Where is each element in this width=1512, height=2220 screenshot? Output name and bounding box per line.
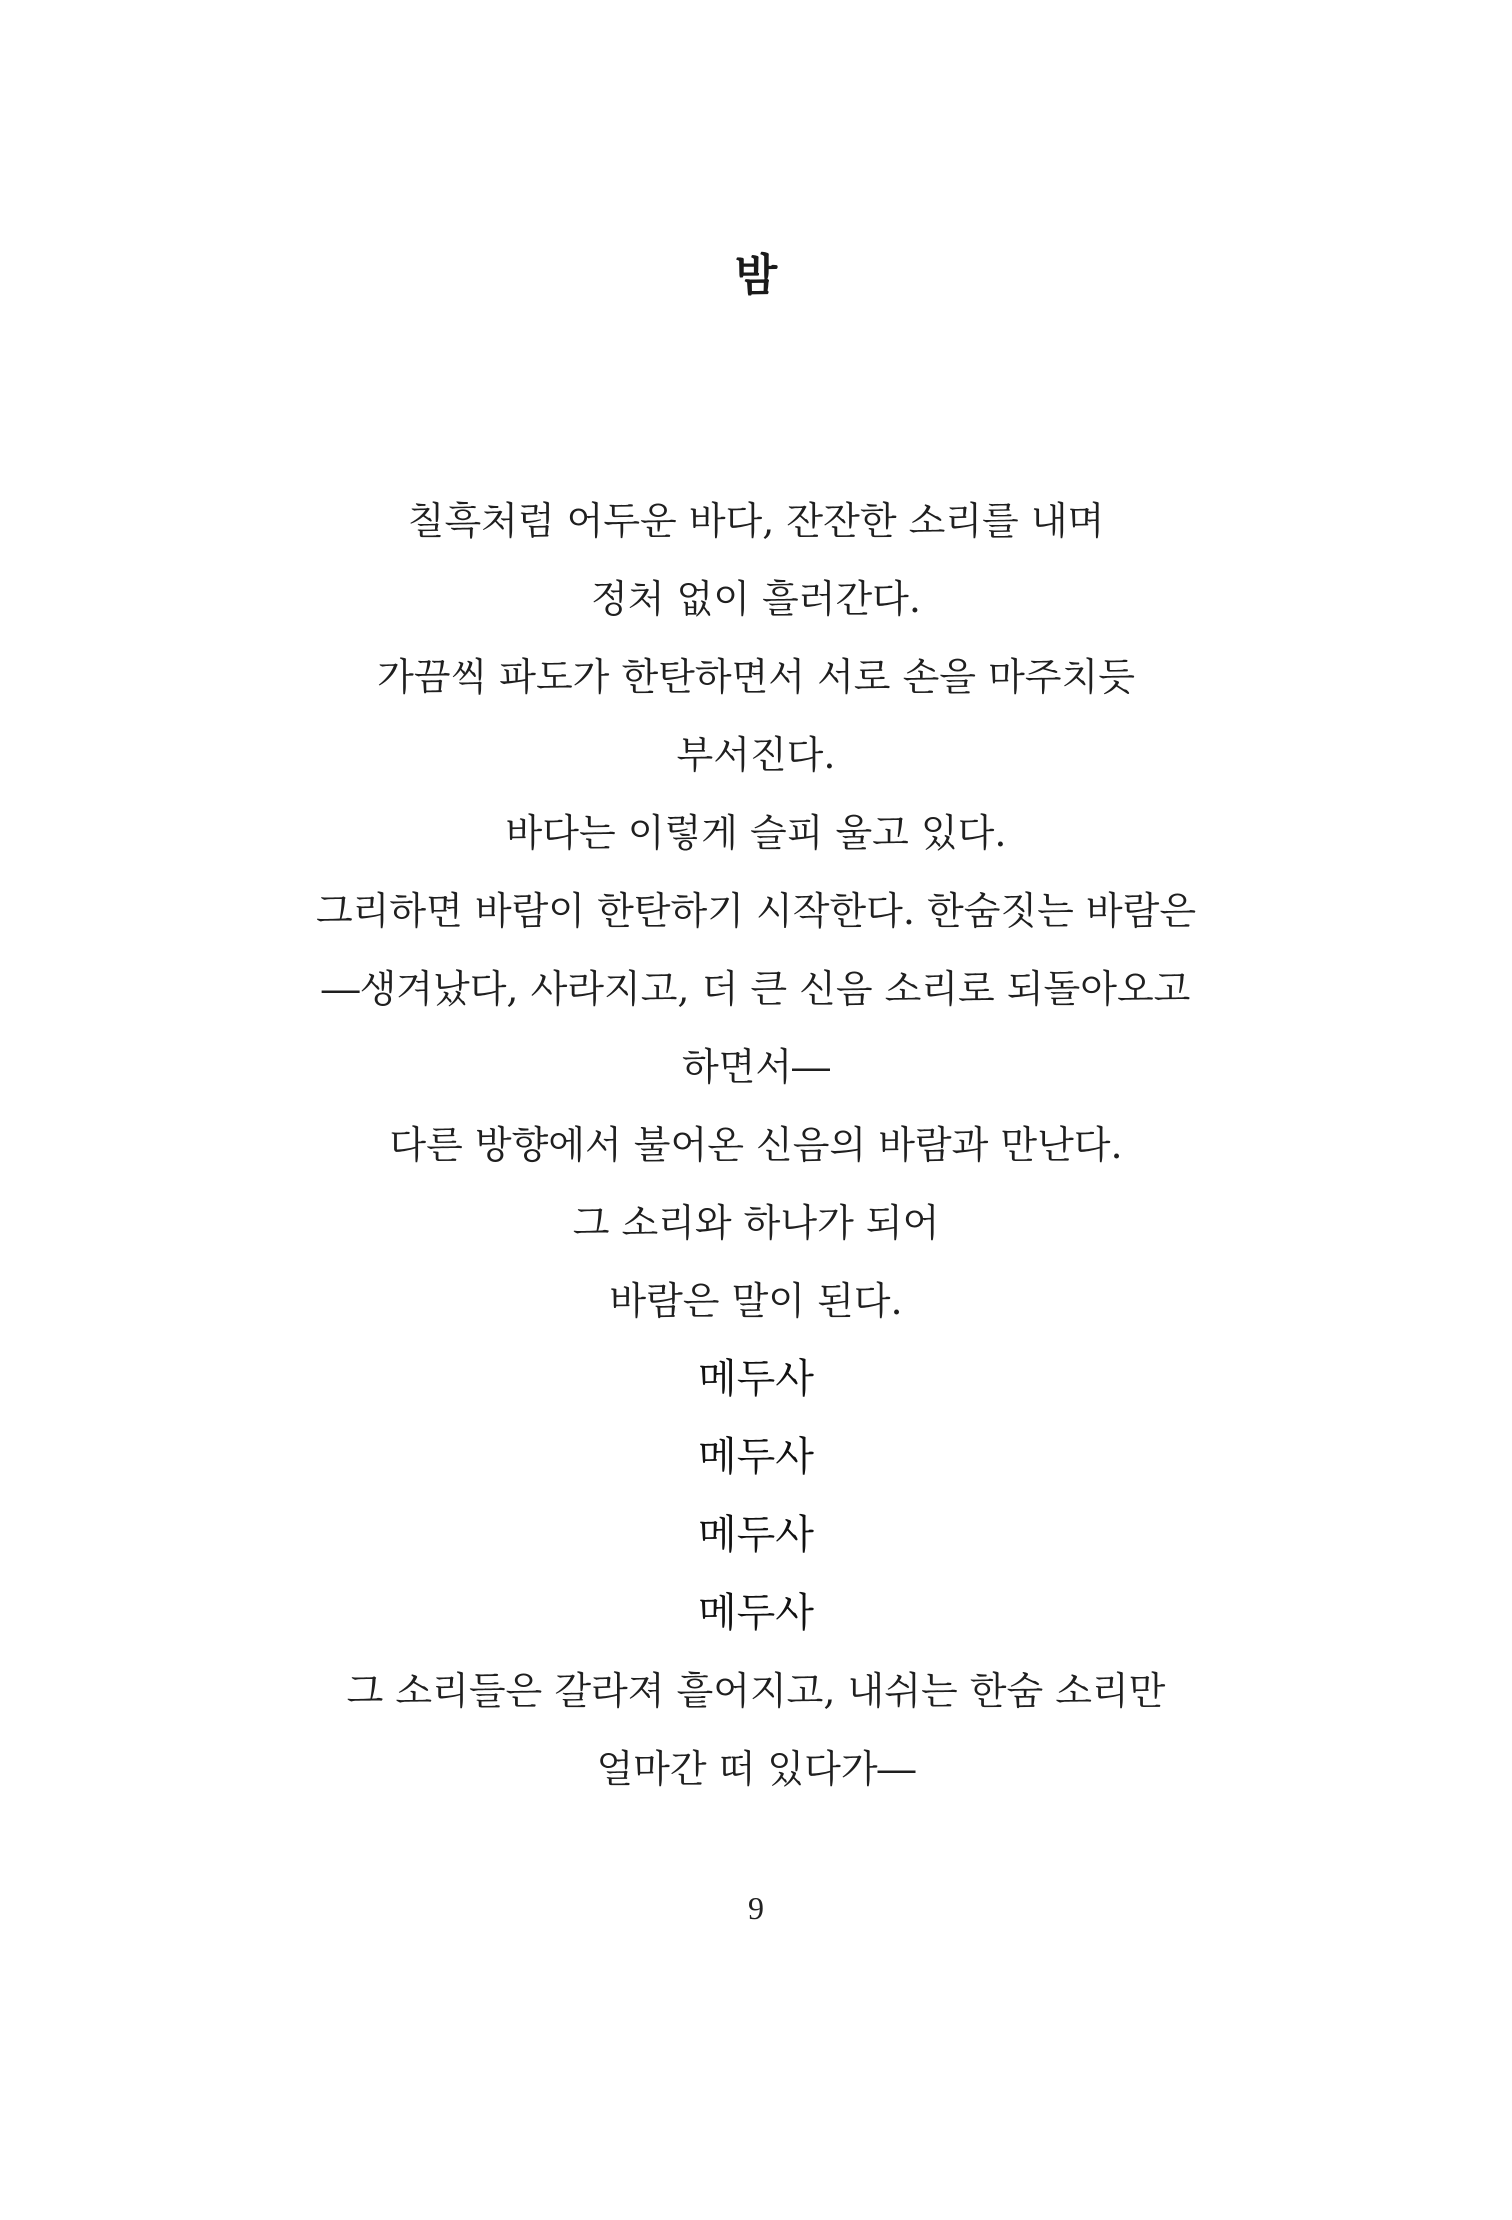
poem-title: 밤 xyxy=(734,250,778,301)
poem-line: 얼마간 떠 있다가― xyxy=(596,1747,916,1791)
poem-body xyxy=(0,482,1512,1808)
poem-line: 그리하면 바람이 한탄하기 시작한다. 한숨짓는 바람은 xyxy=(315,889,1197,933)
poem-line-refrain: 메두사 xyxy=(698,1434,814,1480)
poem-line-refrain: 메두사 xyxy=(698,1356,814,1402)
poem-line: 부서진다. xyxy=(676,733,836,777)
poem-line: 정처 없이 흘러간다. xyxy=(591,577,921,621)
page-number: 9 xyxy=(748,1890,764,1926)
poem-line: 그 소리들은 갈라져 흩어지고, 내쉬는 한숨 소리만 xyxy=(346,1669,1166,1713)
poem-line: 다른 방향에서 불어온 신음의 바람과 만난다. xyxy=(389,1123,1123,1167)
poem-line: 바다는 이렇게 슬피 울고 있다. xyxy=(505,811,1007,855)
poem-line-refrain: 메두사 xyxy=(698,1512,814,1558)
poem-line-refrain: 메두사 xyxy=(698,1590,814,1636)
poem-line: 그 소리와 하나가 되어 xyxy=(572,1201,940,1245)
poem-line: 하면서― xyxy=(681,1045,831,1089)
poem-line: 바람은 말이 된다. xyxy=(609,1279,903,1323)
poem-line: ―생겨났다, 사라지고, 더 큰 신음 소리로 되돌아오고 xyxy=(321,967,1191,1011)
poem-line: 가끔씩 파도가 한탄하면서 서로 손을 마주치듯 xyxy=(377,655,1135,699)
poem-line: 칠흑처럼 어두운 바다, 잔잔한 소리를 내며 xyxy=(407,499,1105,543)
